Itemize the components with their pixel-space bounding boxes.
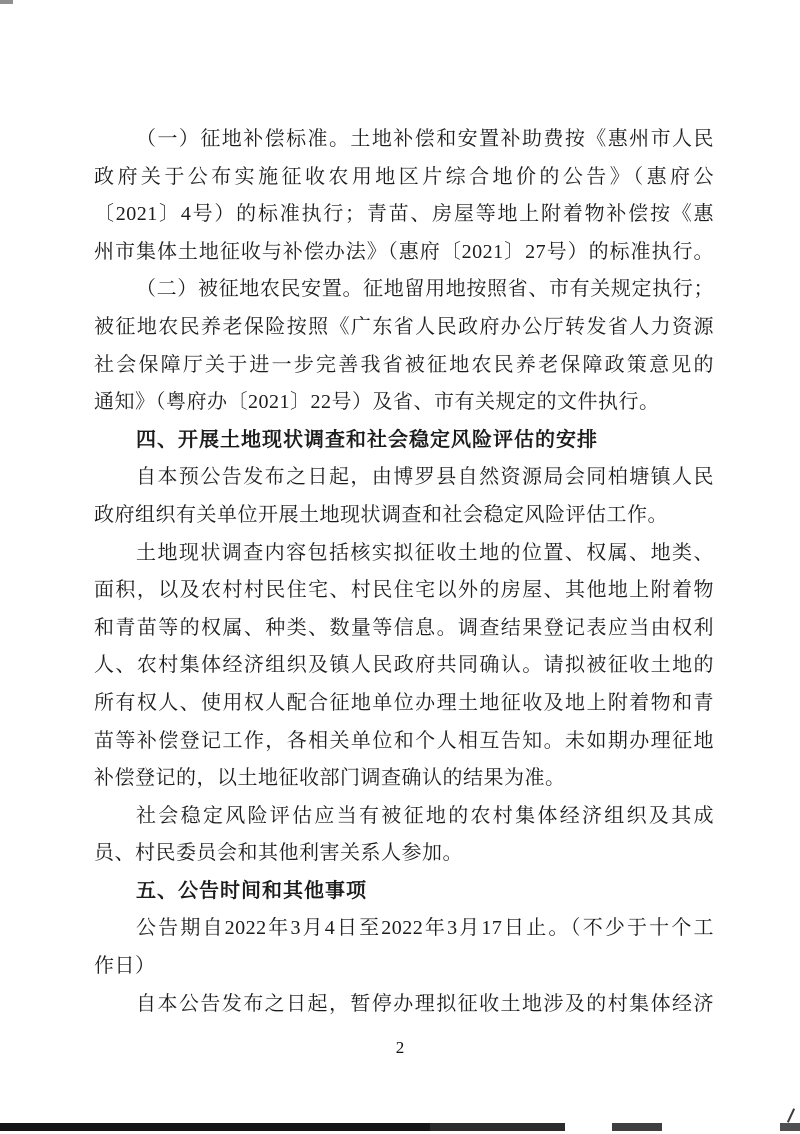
document-body bbox=[94, 121, 714, 1023]
document-line: 公告期自2022年3月4日至2022年3月17日止。（不少于十个工 bbox=[136, 917, 714, 940]
section-heading-4: 四、开展土地现状调查和社会稳定风险评估的安排 bbox=[136, 428, 598, 451]
document-line: 自本公告发布之日起，暂停办理拟征收土地涉及的村集体经济 bbox=[136, 992, 714, 1015]
document-line: 社会保障厅关于进一步完善我省被征地农民养老保障政策意见的 bbox=[94, 353, 714, 376]
document-line: （二）被征地农民安置。征地留用地按照省、市有关规定执行； bbox=[136, 278, 714, 301]
document-line: 政府组织有关单位开展土地现状调查和社会稳定风险评估工作。 bbox=[94, 503, 668, 526]
document-line: 补偿登记的，以土地征收部门调查确认的结果为准。 bbox=[94, 767, 566, 790]
scan-artifact-top-left-mark bbox=[0, 0, 13, 4]
document-line: 人、农村集体经济组织及镇人民政府共同确认。请拟被征收土地的 bbox=[94, 654, 714, 677]
document-line: 社会稳定风险评估应当有被征地的农村集体经济组织及其成 bbox=[136, 804, 714, 827]
document-line: 员、村民委员会和其他利害关系人参加。 bbox=[94, 842, 463, 865]
scan-artifact-corner-tick bbox=[787, 1108, 795, 1122]
section-heading-5: 五、公告时间和其他事项 bbox=[136, 879, 367, 902]
document-line: 〔2021〕4号）的标准执行；青苗、房屋等地上附着物补偿按《惠 bbox=[94, 203, 714, 226]
document-line: 被征地农民养老保险按照《广东省人民政府办公厅转发省人力资源 bbox=[94, 315, 714, 338]
document-line: 通知》（粤府办〔2021〕22号）及省、市有关规定的文件执行。 bbox=[94, 391, 660, 414]
document-line: 和青苗等的权属、种类、数量等信息。调查结果登记表应当由权利 bbox=[94, 616, 714, 639]
document-line: 土地现状调查内容包括核实拟征收土地的位置、权属、地类、 bbox=[136, 541, 714, 564]
document-line: 自本预公告发布之日起，由博罗县自然资源局会同柏塘镇人民 bbox=[136, 466, 714, 489]
document-line: 州市集体土地征收与补偿办法》（惠府〔2021〕27号）的标准执行。 bbox=[94, 240, 714, 263]
scan-artifact-bottom-edge bbox=[0, 1123, 800, 1131]
document-line: 作日） bbox=[94, 955, 156, 978]
document-line: 苗等补偿登记工作，各相关单位和个人相互告知。未如期办理征地 bbox=[94, 729, 714, 752]
document-line: 所有权人、使用权人配合征地单位办理土地征收及地上附着物和青 bbox=[94, 691, 714, 714]
document-line: （一）征地补偿标准。土地补偿和安置补助费按《惠州市人民 bbox=[136, 128, 714, 150]
document-line: 面积，以及农村村民住宅、村民住宅以外的房屋、其他地上附着物 bbox=[94, 579, 714, 602]
page-number: 2 bbox=[395, 1038, 405, 1057]
document-line: 政府关于公布实施征收农用地区片综合地价的公告》（惠府公 bbox=[94, 165, 714, 188]
